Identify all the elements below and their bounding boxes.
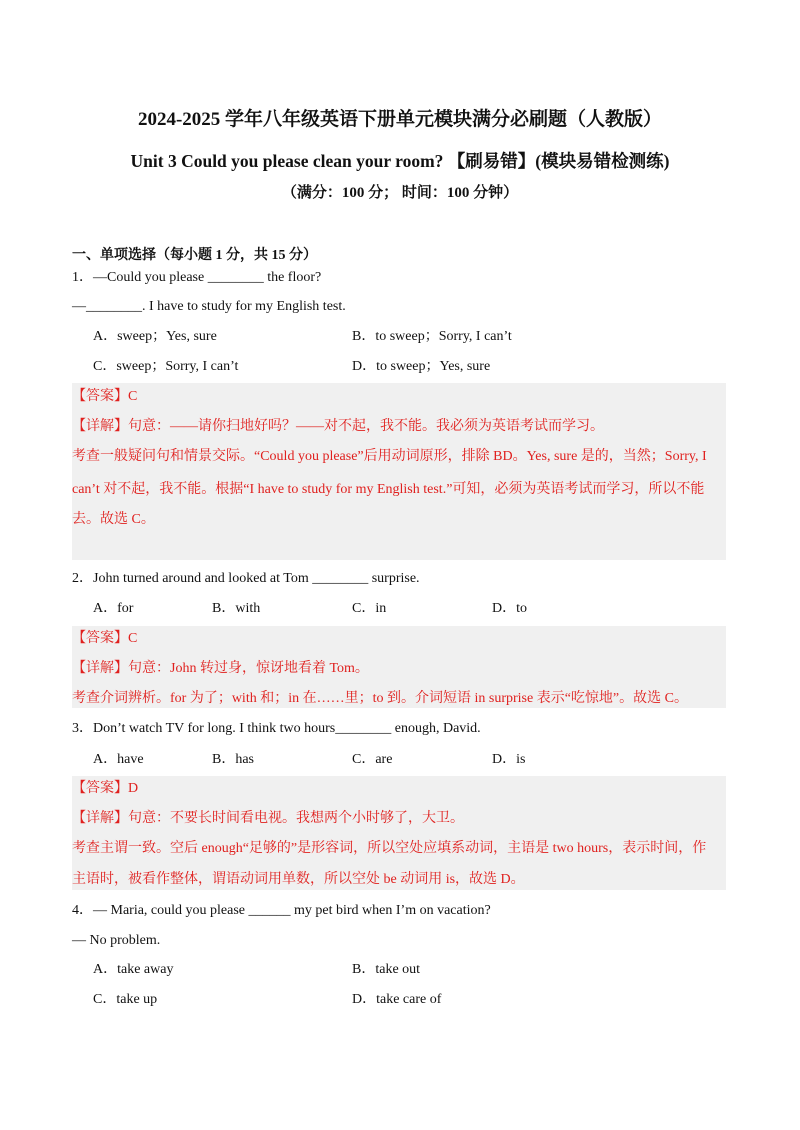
q1-explanation-box xyxy=(72,383,726,560)
exam-meta: （满分：100 分； 时间：100 分钟） xyxy=(281,185,519,201)
q2-option-d: D．to xyxy=(492,601,527,616)
document-subtitle: Unit 3 Could you please clean your room? 【刷易错】(模块易错检测练) xyxy=(130,151,670,171)
q4-option-c: C．take up xyxy=(93,992,158,1007)
q2-option-b: B．with xyxy=(212,601,261,616)
q3-detail-line-2: 考查主谓一致。空后 enough“足够的”是形容词，所以空处应填系动词，主语是 two hours，表示时间，作 xyxy=(72,841,707,856)
q3-stem: 3．Don’t watch TV for long. I think two hours________ enough, David. xyxy=(72,721,481,736)
q1-detail-line-1: 【详解】句意：——请你扫地好吗？——对不起，我不能。我必须为英语考试而学习。 xyxy=(72,419,604,434)
q4-option-a: A．take away xyxy=(93,962,174,977)
q3-detail-line-3: 主语时，被看作整体，谓语动词用单数，所以空处 be 动词用 is，故选 D。 xyxy=(72,872,525,887)
q4-stem-reply: — No problem. xyxy=(72,933,161,948)
q3-answer: 【答案】D xyxy=(72,781,139,796)
q2-option-c: C．in xyxy=(352,601,387,616)
q2-answer: 【答案】C xyxy=(72,631,138,646)
q3-option-a: A．have xyxy=(93,752,144,767)
document-title: 2024-2025 学年八年级英语下册单元模块满分必刷题（人教版） xyxy=(137,109,663,130)
q3-option-c: C．are xyxy=(352,752,393,767)
q3-option-d: D．is xyxy=(492,752,526,767)
q1-detail-line-2: 考查一般疑问句和情景交际。“Could you please”后用动词原形，排除 BD。Yes, sure 是的，当然；Sorry, I xyxy=(72,449,707,464)
q1-option-c: C．sweep；Sorry, I can’t xyxy=(93,359,239,374)
q4-stem: 4．— Maria, could you please ______ my pet bird when I’m on vacation? xyxy=(72,903,491,918)
q2-stem: 2．John turned around and looked at Tom ________ surprise. xyxy=(72,571,420,586)
q1-answer: 【答案】C xyxy=(72,389,138,404)
q4-option-d: D．take care of xyxy=(352,992,442,1007)
q3-detail-line-1: 【详解】句意：不要长时间看电视。我想两个小时够了，大卫。 xyxy=(72,811,464,826)
q2-option-a: A．for xyxy=(93,601,134,616)
q1-stem: 1．—Could you please ________ the floor? xyxy=(72,270,322,285)
q1-option-b: B．to sweep；Sorry, I can’t xyxy=(352,329,512,344)
q2-detail-line-1: 【详解】句意：John 转过身，惊讶地看着 Tom。 xyxy=(72,661,369,676)
q2-detail-line-2: 考查介词辨析。for 为了；with 和；in 在……里；to 到。介词短语 in surprise 表示“吃惊地”。故选 C。 xyxy=(72,691,688,706)
q1-detail-line-4: 去。故选 C。 xyxy=(72,512,155,527)
q3-option-b: B．has xyxy=(212,752,254,767)
q1-option-a: A．sweep；Yes, sure xyxy=(93,329,217,344)
q4-option-b: B．take out xyxy=(352,962,421,977)
section-heading: 一、单项选择（每小题 1 分，共 15 分） xyxy=(72,248,317,263)
q1-stem-reply: —________. I have to study for my English test. xyxy=(72,299,346,314)
q1-detail-line-3: can’t 对不起，我不能。根据“I have to study for my English test.”可知，必须为英语考试而学习，所以不能 xyxy=(72,482,705,497)
q1-option-d: D．to sweep；Yes, sure xyxy=(352,359,491,374)
